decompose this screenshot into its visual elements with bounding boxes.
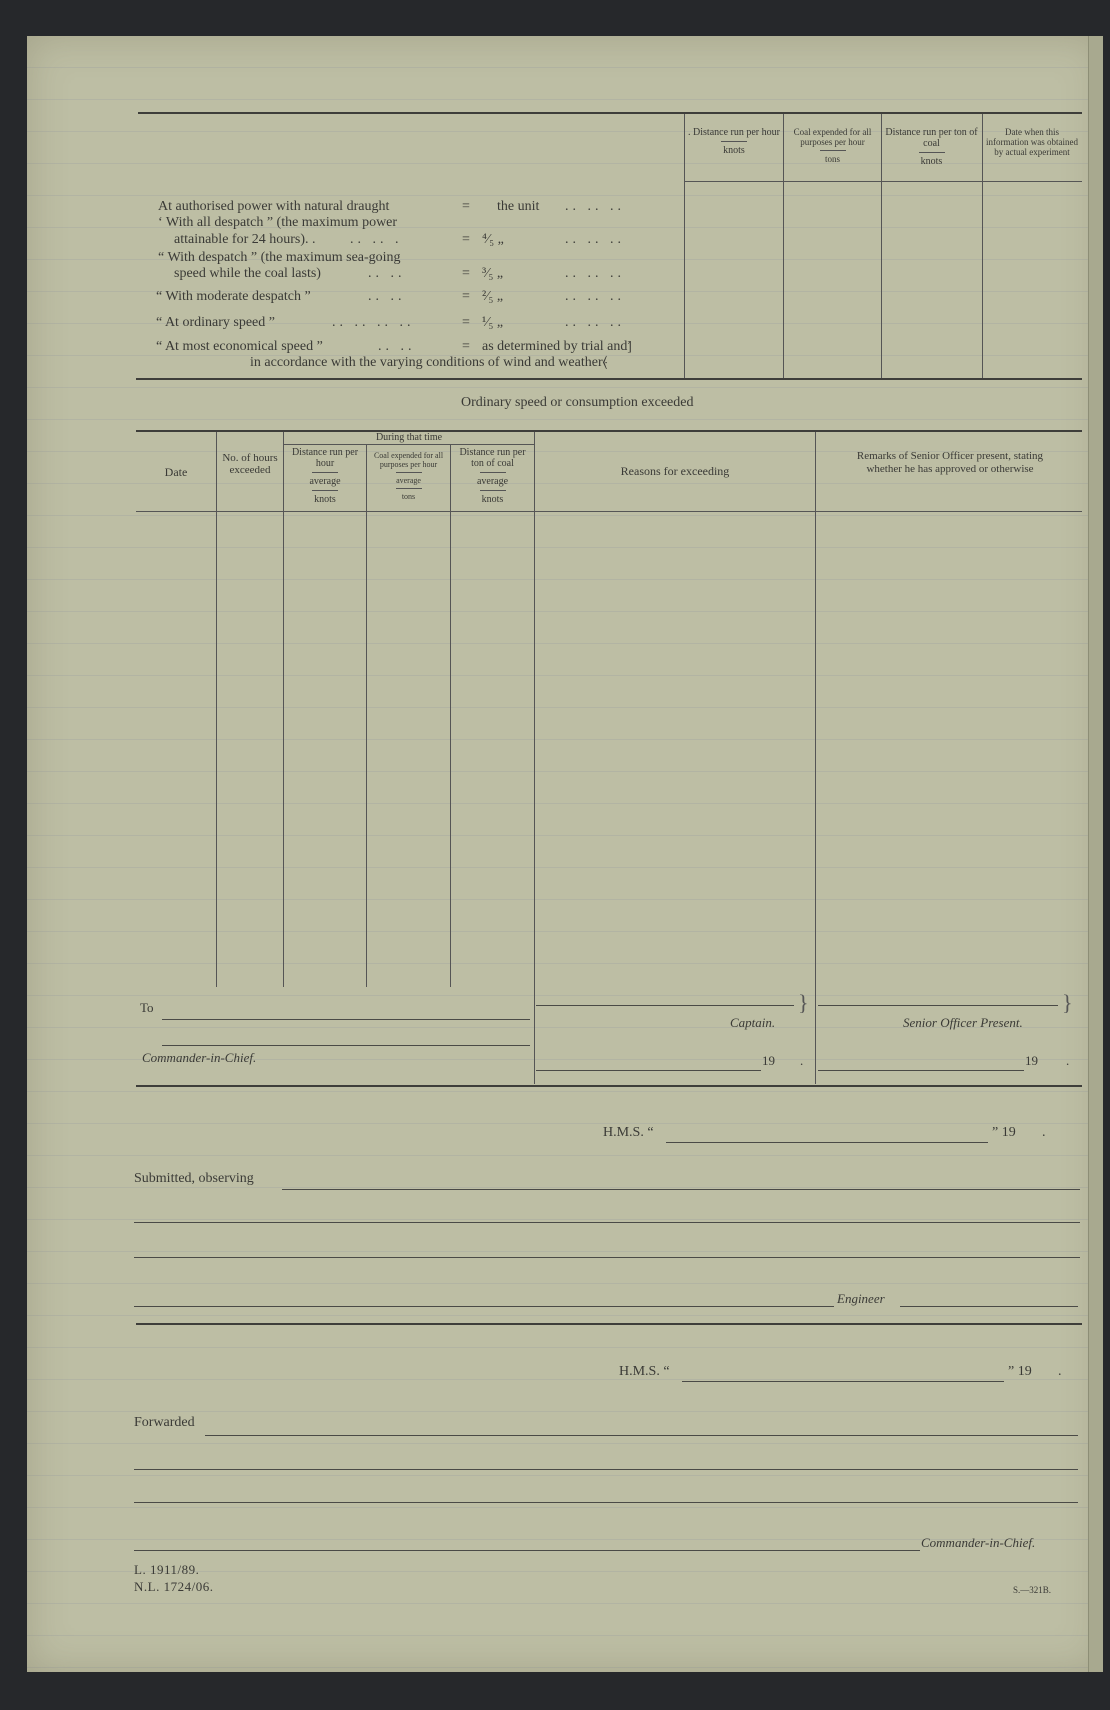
equals-sign: = xyxy=(462,199,470,214)
date-dot: . xyxy=(800,1053,804,1068)
hdr-coal-expended: Coal expended for all purposes per hour tons xyxy=(793,127,872,164)
fraction-value: ²⁄₅ „ xyxy=(482,289,504,304)
leader-dots: .. .. .. xyxy=(565,289,625,304)
commander-label: Commander-in-Chief. xyxy=(142,1050,257,1065)
row-ordinary-speed: “ At ordinary speed ” xyxy=(156,315,275,330)
row-all-despatch: ‘ With all despatch ” (the maximum power xyxy=(158,215,398,230)
form-code: S.—321B. xyxy=(1013,1585,1052,1595)
row-despatch: “ With despatch ” (the maximum sea-going xyxy=(158,250,401,265)
hdr-reasons: Reasons for exceeding xyxy=(620,464,730,478)
row-authorised-power: At authorised power with natural draught xyxy=(158,199,390,214)
hms-label-2: H.M.S. “ xyxy=(619,1364,670,1379)
leader-dots: .. .. .. .. xyxy=(332,315,415,330)
captain-signature-field[interactable] xyxy=(536,1005,794,1006)
equals-sign: = xyxy=(462,339,470,354)
leader-dots: .. .. .. xyxy=(565,199,625,214)
equals-sign: = xyxy=(462,232,470,247)
senior-year: 19 xyxy=(1025,1053,1038,1068)
forwarded-field[interactable] xyxy=(205,1435,1078,1436)
leader-dots: .. .. . xyxy=(350,232,403,247)
row-despatch-cont: speed while the coal lasts) xyxy=(174,266,321,281)
submitted-field-3[interactable] xyxy=(134,1257,1080,1258)
captain-year: 19 xyxy=(762,1053,775,1068)
senior-officer-label: Senior Officer Present. xyxy=(903,1015,1023,1030)
leader-dots: .. .. .. xyxy=(565,232,625,247)
forwarded-label: Forwarded xyxy=(134,1415,195,1430)
hdr-sub-distance: Distance run per hour average knots xyxy=(291,447,359,505)
to-field[interactable] xyxy=(162,1019,530,1020)
forwarded-field-3[interactable] xyxy=(134,1502,1078,1503)
to-label: To xyxy=(140,1000,154,1015)
captain-date-field[interactable] xyxy=(536,1070,761,1071)
top-rule xyxy=(138,112,1082,114)
hdr-distance-run: . Distance run per hour knots xyxy=(688,127,780,156)
hdr-distance-per-ton: Distance run per ton of coal knots xyxy=(885,127,978,167)
senior-date-field[interactable] xyxy=(818,1070,1024,1071)
submitted-field-4[interactable] xyxy=(134,1306,834,1307)
economical-value: as determined by trial and⦐ xyxy=(482,339,633,354)
row-economical-cont: in accordance with the varying conditions of wind and weather⦑ xyxy=(250,355,608,370)
forwarded-field-2[interactable] xyxy=(134,1469,1078,1470)
value-unit: the unit xyxy=(497,199,540,214)
leader-dots: .. .. xyxy=(368,266,406,281)
fraction-value: ⁴⁄₅ „ xyxy=(482,232,504,247)
section-rule xyxy=(136,1323,1082,1325)
hdr-remarks: Remarks of Senior Officer present, stating whether he has approved or otherwise xyxy=(856,450,1044,475)
equals-sign: = xyxy=(462,266,470,281)
brace-icon: } xyxy=(798,990,809,1015)
date-dot: . xyxy=(1058,1364,1062,1379)
hms-year: ” 19 xyxy=(992,1125,1016,1140)
fraction-value: ³⁄₅ „ xyxy=(482,266,504,281)
to-field-2[interactable] xyxy=(162,1045,530,1046)
hdr-sub-distance-per-ton: Distance run per ton of coal average knots xyxy=(459,447,526,505)
hdr-date: Date xyxy=(164,465,188,479)
senior-officer-signature-field[interactable] xyxy=(818,1005,1058,1006)
captain-label: Captain. xyxy=(730,1015,776,1030)
reference-nl: N.L. 1724/06. xyxy=(134,1579,214,1594)
reference-l: L. 1911/89. xyxy=(134,1562,200,1577)
engineer-label: Engineer xyxy=(837,1291,885,1306)
leader-dots: .. .. .. xyxy=(565,266,625,281)
hms-year: ” 19 xyxy=(1008,1364,1032,1379)
equals-sign: = xyxy=(462,289,470,304)
leader-dots: .. .. xyxy=(368,289,406,304)
exceeded-title: Ordinary speed or consumption exceeded xyxy=(461,395,694,410)
fraction-value: ¹⁄₅ „ xyxy=(482,315,504,330)
ship-name-field[interactable] xyxy=(666,1142,988,1143)
hms-label: H.M.S. “ xyxy=(603,1125,654,1140)
forwarded-field-4[interactable] xyxy=(134,1550,920,1551)
brace-icon: } xyxy=(1062,990,1073,1015)
equals-sign: = xyxy=(462,315,470,330)
date-dot: . xyxy=(1042,1125,1046,1140)
row-economical-speed: “ At most economical speed ” xyxy=(156,339,323,354)
hdr-during-that-time: During that time xyxy=(375,432,443,443)
submitted-field[interactable] xyxy=(282,1189,1080,1190)
hdr-hours-exceeded: No. of hours exceeded xyxy=(222,452,278,476)
exceeded-top-rule xyxy=(136,430,1082,432)
page-edge xyxy=(1088,36,1103,1672)
leader-dots: .. .. .. xyxy=(565,315,625,330)
leader-dots: .. .. xyxy=(378,339,416,354)
submitted-field-2[interactable] xyxy=(134,1222,1080,1223)
row-all-despatch-cont: attainable for 24 hours). . xyxy=(174,232,316,247)
date-dot: . xyxy=(1066,1053,1070,1068)
section-rule xyxy=(136,1085,1082,1087)
speed-col-divider xyxy=(684,114,685,380)
speed-table-bottom-rule xyxy=(136,378,1082,380)
ship-name-field-2[interactable] xyxy=(682,1381,1004,1382)
submitted-label: Submitted, observing xyxy=(134,1171,254,1186)
commander-label-2: Commander-in-Chief. xyxy=(921,1535,1036,1550)
engineer-signature-field[interactable] xyxy=(900,1306,1078,1307)
row-moderate-despatch: “ With moderate despatch ” xyxy=(156,289,311,304)
hdr-date-experiment: Date when this information was obtained by actual experiment xyxy=(986,127,1078,157)
hdr-sub-coal: Coal expended for all purposes per hour average tons xyxy=(373,451,444,501)
